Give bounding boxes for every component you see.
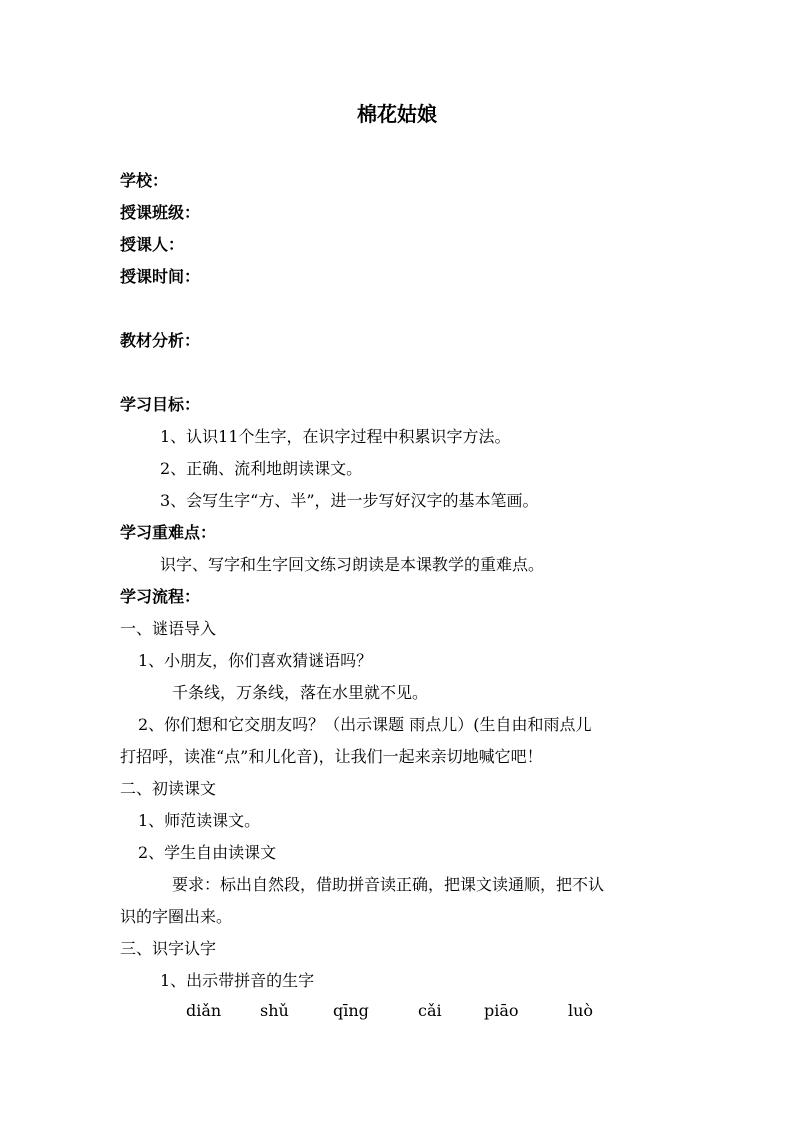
section-2-item: 2、学生自由读课文 <box>138 843 277 862</box>
section-3-title: 三、识字认字 <box>120 939 217 958</box>
section-1-title: 一、谜语导入 <box>120 619 217 638</box>
section-1-item-continued: 打招呼，读准“点”和儿化音)，让我们一起来亲切地喊它吧！ <box>120 747 543 766</box>
section-2-title: 二、初读课文 <box>120 779 217 798</box>
riddle-text: 千条线，万条线，落在水里就不见。 <box>172 683 429 702</box>
key-points-text: 识字、写字和生字回文练习朗读是本课教学的重难点。 <box>160 555 545 574</box>
school-label: 学校： <box>120 171 169 190</box>
pinyin-syllable: shǔ <box>260 1001 289 1020</box>
requirement-text: 要求：标出自然段，借助拼音读正确，把课文读通顺，把不认 <box>172 875 605 894</box>
section-1-item: 1、小朋友，你们喜欢猜谜语吗？ <box>138 651 373 670</box>
pinyin-syllable: qīng <box>333 1001 369 1020</box>
pinyin-syllable: piāo <box>484 1001 519 1020</box>
section-3-item: 1、出示带拼音的生字 <box>160 971 315 990</box>
goal-item: 3、会写生字“方、半”，进一步写好汉字的基本笔画。 <box>160 491 539 510</box>
class-label: 授课班级： <box>120 203 201 222</box>
pinyin-syllable: luò <box>568 1001 594 1020</box>
time-label: 授课时间： <box>120 267 201 286</box>
section-1-item: 2、你们想和它交朋友吗？（出示课题 雨点儿）(生自由和雨点儿 <box>138 715 592 734</box>
goal-item: 2、正确、流利地朗读课文。 <box>160 459 363 478</box>
process-heading: 学习流程： <box>120 587 201 606</box>
pinyin-syllable: diǎn <box>186 1001 222 1020</box>
pinyin-syllable: cǎi <box>418 1001 442 1020</box>
section-2-item: 1、师范读课文。 <box>138 811 261 830</box>
pinyin-row <box>0 1000 794 1024</box>
teacher-label: 授课人： <box>120 235 185 254</box>
analysis-heading: 教材分析： <box>120 331 201 350</box>
goal-item: 1、认识11个生字，在识字过程中积累识字方法。 <box>160 427 511 446</box>
document-title: 棉花姑娘 <box>357 102 437 126</box>
key-points-heading: 学习重难点： <box>120 523 217 542</box>
requirement-text-continued: 识的字圈出来。 <box>120 907 233 926</box>
goals-heading: 学习目标： <box>120 395 201 414</box>
